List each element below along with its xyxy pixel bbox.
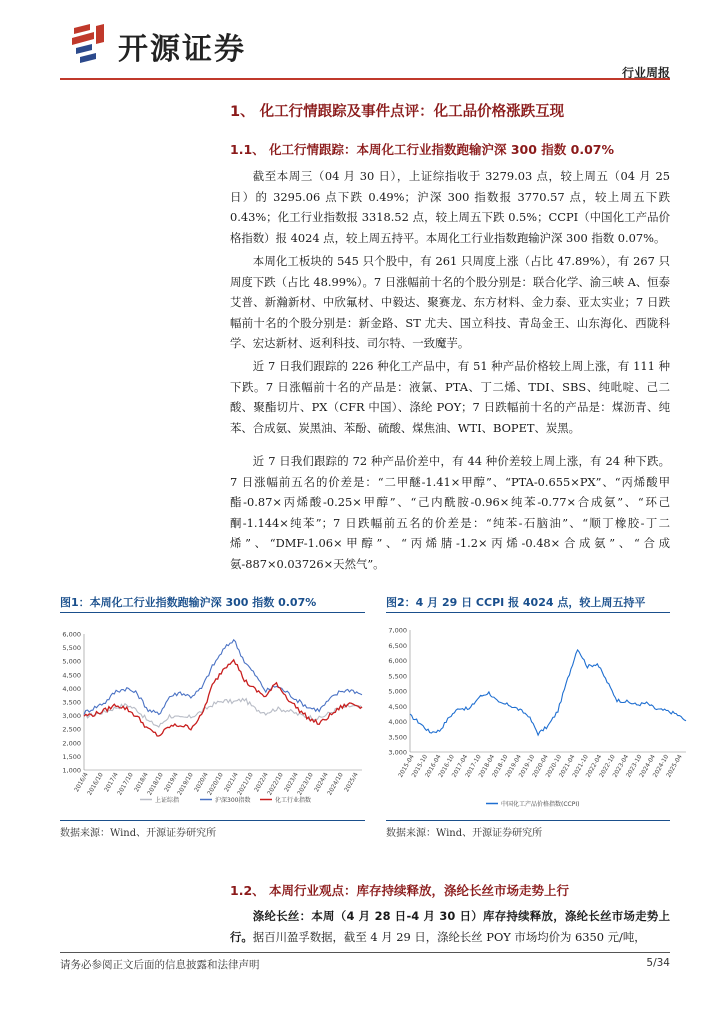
x-tick-label: 2021-04 xyxy=(557,753,577,779)
x-tick-label: 2020-04 xyxy=(531,753,550,779)
series-line xyxy=(84,660,362,736)
paragraph-body: 据百川盈孚数据，截至 4 月 29 日，涤纶长丝 POY 市场均价为 6350 元/吨， xyxy=(252,929,646,944)
page-header xyxy=(60,18,670,78)
paragraph-stock-performance: 本周化工板块的 545 只个股中，有 261 只周度上涨（占比 47.89%），有 267 只周度下跌（占比 48.99%）。7 日涨幅前十名的个股分别是：联合化学、渝三峡 A、恒泰艾普、新瀚新材、中欣氟材、中毅达、聚赛龙、东方材料、金力泰、亚太实业；7 日跌幅前十名的个股分别是：新金路、ST 尤夫、国立科技、青岛金王、山东海化、西陇科学、宏达新材、返利科技、司尔特、一致魔芋。 xyxy=(230,254,670,350)
paragraph-polyester-filament xyxy=(230,906,670,947)
x-tick-label: 2017-04 xyxy=(450,753,470,779)
y-tick-label: 2,000 xyxy=(62,739,81,748)
figure-1-source: 数据来源：Wind、开源证券研究所 xyxy=(60,828,217,839)
x-tick-label: 2015-04 xyxy=(397,753,416,779)
subsection-title-1-1: 1.1、 化工行情跟踪：本周化工行业指数跑输沪深 300 指数 0.07% xyxy=(230,142,615,157)
y-tick-label: 3,500 xyxy=(62,698,81,707)
x-tick-label: 2016-04 xyxy=(423,753,443,779)
subsection-title-1-2: 1.2、 本周行业观点：库存持续释放，涤纶长丝市场走势上行 xyxy=(230,883,569,898)
x-tick-label: 2023-10 xyxy=(624,753,644,779)
paragraph-product-prices: 近 7 日我们跟踪的 226 种化工产品中，有 51 种产品价格较上周上涨，有 111 种下跌。7 日涨幅前十名的产品是：液氯、PTA、丁二烯、TDI、SBS、纯吡啶、己二酸、聚酯切片、PX（CFR 中国）、涤纶 POY；7 日跌幅前十名的产品是：煤沥青、纯苯、合成氨、炭黑油、苯酚、硫酸、煤焦油、WTI、BOPET、炭黑。 xyxy=(230,359,670,435)
x-tick-label: 2022-10 xyxy=(598,753,617,779)
footer-divider xyxy=(60,952,670,953)
x-tick-label: 2023-04 xyxy=(611,753,631,779)
y-tick-label: 3,000 xyxy=(388,748,407,757)
y-tick-label: 3,000 xyxy=(62,712,81,721)
series-line xyxy=(410,650,686,735)
y-tick-label: 2,500 xyxy=(62,725,81,734)
section-title: 1、 化工行情跟踪及事件点评：化工品价格涨跌互现 xyxy=(230,104,565,120)
y-tick-label: 4,500 xyxy=(388,702,407,711)
paragraph-price-spreads: 近 7 日我们跟踪的 72 种产品价差中，有 44 种价差较上周上涨，有 24 种下跌。7 日涨幅前五名的价差是：“二甲醚-1.41×甲醇”、“PTA-0.655×PX”、“丙烯酸甲酯-0.87×丙烯酸-0.25×甲醇”、“己内酰胺-0.96×纯苯-0.77×合成氨”、“环己酮-1.144×纯苯”；7 日跌幅前五名的价差是：“纯苯-石脑油”、“顺丁橡胶-丁二烯”、“DMF-1.06×甲醇”、“丙烯腈-1.2×丙烯-0.48×合成氨”、“合成氨-887×0.03726×天然气”。 xyxy=(230,454,670,571)
header-divider xyxy=(60,78,670,80)
x-tick-label: 2022/4 xyxy=(253,771,270,794)
x-tick-label: 2020/4 xyxy=(193,771,210,794)
y-tick-label: 6,000 xyxy=(388,657,407,665)
footer-disclaimer: 请务必参阅正文后面的信息披露和法律声明 xyxy=(60,959,260,971)
x-tick-label: 2020/10 xyxy=(206,771,225,797)
x-tick-label: 2025/4 xyxy=(343,771,360,794)
figure-1-top-rule xyxy=(60,612,365,613)
x-tick-label: 2019-04 xyxy=(504,753,523,779)
x-tick-label: 2024-10 xyxy=(651,753,671,779)
x-tick-label: 2021/10 xyxy=(236,771,255,797)
y-tick-label: 7,000 xyxy=(388,626,407,635)
x-tick-label: 2018/4 xyxy=(133,771,150,794)
x-tick-label: 2023/4 xyxy=(283,771,300,794)
series-line xyxy=(84,640,362,715)
paragraph-market-summary: 截至本周三（04 月 30 日），上证综指收于 3279.03 点，较上周五（04 月 25 日）的 3295.06 点下跌 0.49%；沪深 300 指数报 3770.57 点，较上周五下跌 0.43%；化工行业指数报 3318.52 点，较上周五下跌 0.5%；CCPI（中国化工产品价格指数）报 4024 点，较上周五持平。本周化工行业指数跑输沪深 300 指数 0.07%。 xyxy=(230,169,670,245)
x-tick-label: 2020-10 xyxy=(544,753,564,779)
x-tick-label: 2024/4 xyxy=(313,771,330,794)
x-tick-label: 2024-04 xyxy=(638,753,657,779)
y-tick-label: 1,500 xyxy=(62,752,81,761)
x-tick-label: 2017/10 xyxy=(116,771,135,797)
kaiyuan-logo-icon xyxy=(70,22,110,64)
x-tick-label: 2016-10 xyxy=(437,753,456,779)
x-tick-label: 2017-10 xyxy=(464,753,483,779)
y-tick-label: 5,500 xyxy=(62,644,81,653)
figure-2-chart xyxy=(386,616,684,816)
legend-label: 中国化工产品价格指数(CCPI) xyxy=(501,801,580,808)
y-tick-label: 3,500 xyxy=(388,733,407,742)
legend-label: 沪深300指数 xyxy=(215,797,251,804)
y-tick-label: 1,000 xyxy=(62,766,81,775)
x-tick-label: 2025-04 xyxy=(665,753,684,779)
figure-1-chart xyxy=(60,616,365,816)
figure-2-title: 图2：4 月 29 日 CCPI 报 4024 点，较上周五持平 xyxy=(386,596,646,609)
paragraph-lead: 涤纶长丝：本周（4 月 28 日-4 月 30 日）库存持续释放，涤纶长丝市场走势上行。 xyxy=(230,909,670,944)
figure-1-title: 图1：本周化工行业指数跑输沪深 300 指数 0.07% xyxy=(60,596,317,609)
figure-1-bottom-rule xyxy=(60,820,365,821)
x-tick-label: 2018/10 xyxy=(146,771,165,797)
report-type: 行业周报 xyxy=(621,66,670,80)
x-tick-label: 2016/10 xyxy=(86,771,105,797)
x-tick-label: 2019-10 xyxy=(517,753,537,779)
x-tick-label: 2023/10 xyxy=(296,771,315,797)
x-tick-label: 2024/10 xyxy=(326,771,345,797)
y-tick-label: 6,500 xyxy=(388,641,407,650)
y-tick-label: 4,000 xyxy=(62,684,81,693)
x-tick-label: 2018-10 xyxy=(490,753,510,779)
x-tick-label: 2017/4 xyxy=(103,771,120,794)
y-tick-label: 4,000 xyxy=(388,718,407,726)
legend-label: 化工行业指数 xyxy=(275,797,312,804)
x-tick-label: 2022/10 xyxy=(266,771,285,797)
page-number: 5/34 xyxy=(646,957,670,969)
y-tick-label: 5,000 xyxy=(62,657,81,666)
figure-2-source: 数据来源：Wind、开源证券研究所 xyxy=(386,828,543,839)
legend-label: 上证综指 xyxy=(155,797,180,804)
x-tick-label: 2019/10 xyxy=(176,771,195,797)
y-tick-label: 4,500 xyxy=(62,671,81,680)
x-tick-label: 2022-04 xyxy=(584,753,604,779)
y-tick-label: 5,500 xyxy=(388,672,407,681)
y-tick-label: 5,000 xyxy=(388,687,407,696)
x-tick-label: 2016/4 xyxy=(73,771,90,794)
figure-2-bottom-rule xyxy=(386,820,670,821)
x-tick-label: 2019/4 xyxy=(163,771,180,794)
x-tick-label: 2021/4 xyxy=(223,771,240,794)
brand-name: 开源证券 xyxy=(118,32,246,67)
y-tick-label: 6,000 xyxy=(62,630,81,639)
x-tick-label: 2015-10 xyxy=(410,753,430,779)
figure-2-top-rule xyxy=(386,612,670,613)
x-tick-label: 2018-04 xyxy=(477,753,497,779)
x-tick-label: 2021-10 xyxy=(571,753,590,779)
